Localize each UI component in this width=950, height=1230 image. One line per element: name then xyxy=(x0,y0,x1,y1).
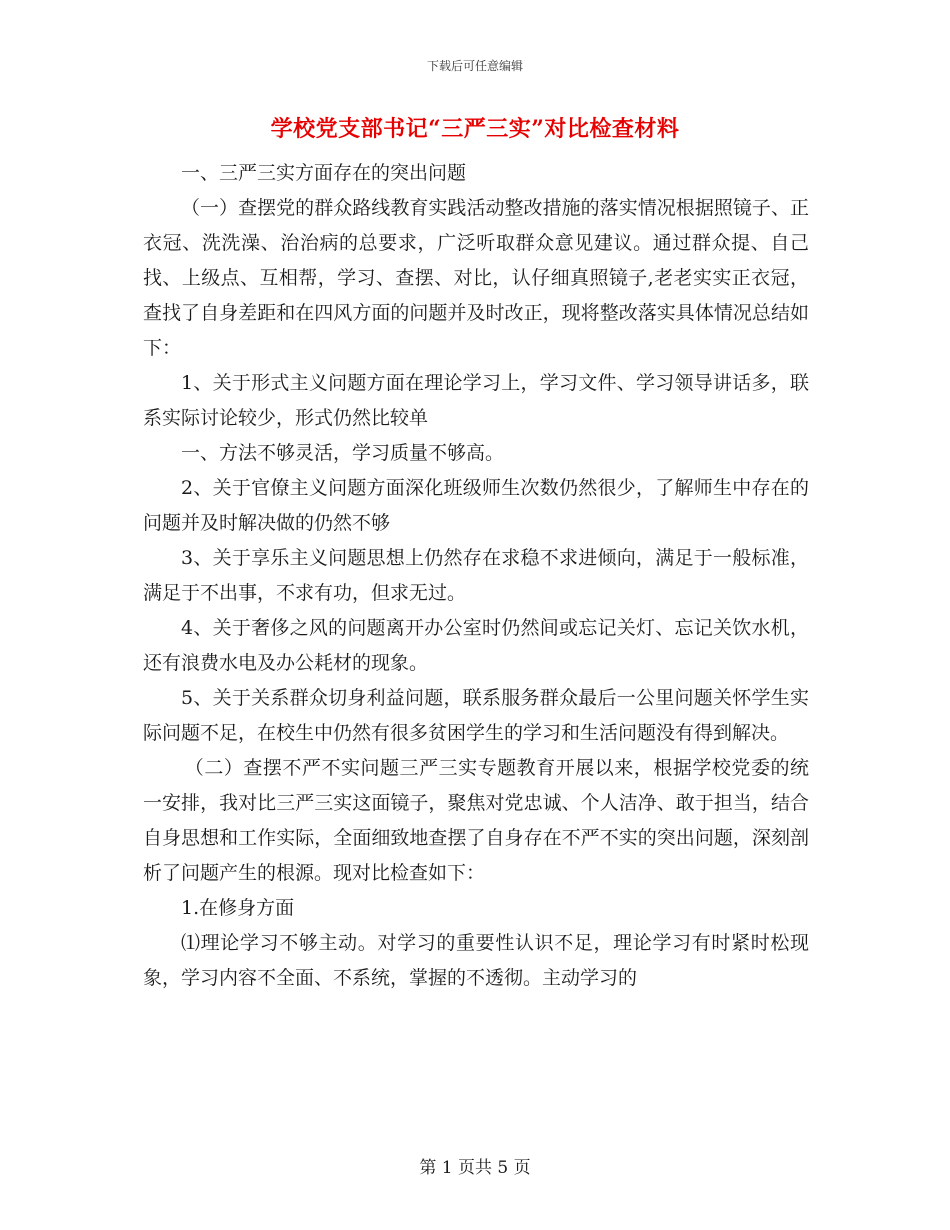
header-note: 下载后可任意编辑 xyxy=(426,59,523,73)
paragraph: 4、关于奢侈之风的问题离开办公室时仍然间或忘记关灯、忘记关饮水机，还有浪费水电及办公耗材的现象。 xyxy=(143,617,809,674)
document-body xyxy=(143,156,809,996)
paragraph: 一、方法不够灵活，学习质量不够高。 xyxy=(181,442,505,464)
paragraph-subheading: 1.在修身方面 xyxy=(181,897,295,919)
paragraph: （二）查摆不严不实问题三严三实专题教育开展以来，根据学校党委的统一安排，我对比三严三实这面镜子，聚焦对党忠诚、个人洁净、敢于担当，结合自身思想和工作实际，全面细致地查摆了自身存在不严不实的突出问题，深刻剖析了问题产生的根源。现对比检查如下： xyxy=(143,757,809,884)
paragraph: 3、关于享乐主义问题思想上仍然存在求稳不求进倾向，满足于一般标准，满足于不出事，不求有功，但求无过。 xyxy=(143,547,809,604)
paragraph-section-heading: 一、三严三实方面存在的突出问题 xyxy=(181,162,467,184)
page-number: 第 1 页共 5 页 xyxy=(419,1158,531,1178)
paragraph: 5、关于关系群众切身利益问题，联系服务群众最后一公里问题关怀学生实际问题不足，在校生中仍然有很多贫困学生的学习和生活问题没有得到解决。 xyxy=(143,687,809,744)
paragraph: 1、关于形式主义问题方面在理论学习上，学习文件、学习领导讲话多，联系实际讨论较少，形式仍然比较单 xyxy=(143,372,809,429)
paragraph: 2、关于官僚主义问题方面深化班级师生次数仍然很少，了解师生中存在的问题并及时解决做的仍然不够 xyxy=(143,477,809,534)
document-title: 学校党支部书记“三严三实”对比检查材料 xyxy=(270,116,680,142)
paragraph: （一）查摆党的群众路线教育实践活动整改措施的落实情况根据照镜子、正衣冠、洗洗澡、治治病的总要求，广泛听取群众意见建议。通过群众提、自己找、上级点、互相帮，学习、查摆、对比，认仔细真照镜子,老老实实正衣冠，查找了自身差距和在四风方面的问题并及时改正，现将整改落实具体情况总结如下： xyxy=(143,197,809,359)
paragraph: ⑴理论学习不够主动。对学习的重要性认识不足，理论学习有时紧时松现象，学习内容不全面、不系统，掌握的不透彻。主动学习的 xyxy=(143,932,809,989)
